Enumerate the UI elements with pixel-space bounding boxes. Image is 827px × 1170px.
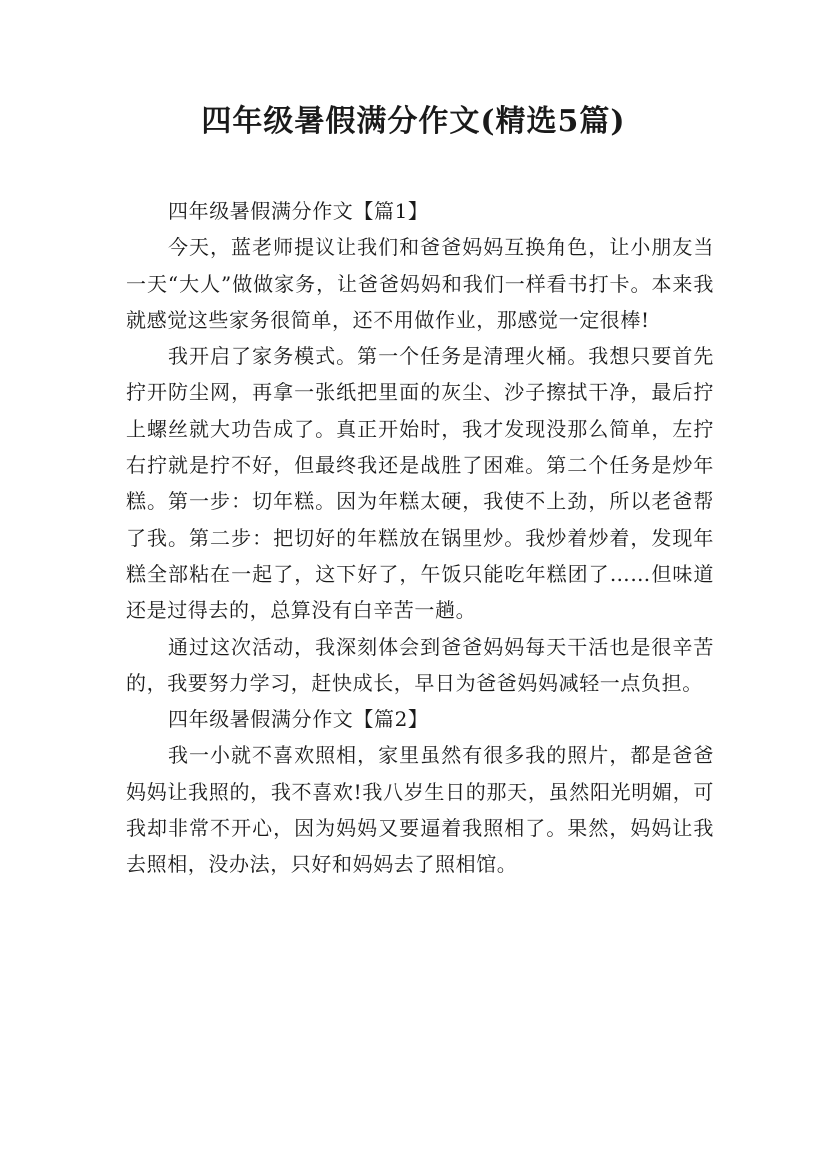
document-title: 四年级暑假满分作文(精选5篇) xyxy=(201,104,626,139)
section-heading-2: 四年级暑假满分作文【篇2】 xyxy=(168,707,429,732)
paragraph: 通过这次活动，我深刻体会到爸爸妈妈每天干活也是很辛苦的，我要努力学习，赶快成长，早日为爸爸妈妈减轻一点负担。 xyxy=(126,634,714,695)
section-heading-1: 四年级暑假满分作文【篇1】 xyxy=(168,199,429,223)
paragraph: 我一小就不喜欢照相，家里虽然有很多我的照片，都是爸爸妈妈让我照的，我不喜欢!我八岁生日的那天，虽然阳光明媚，可我却非常不开心，因为妈妈又要逼着我照相了。果然，妈妈让我去照相，没办法，只好和妈妈去了照相馆。 xyxy=(126,743,714,877)
document-body xyxy=(126,193,714,883)
paragraph: 今天，蓝老师提议让我们和爸爸妈妈互换角色，让小朋友当一天“大人”做做家务，让爸爸妈妈和我们一样看书打卡。本来我就感觉这些家务很简单，还不用做作业，那感觉一定很棒! xyxy=(126,235,714,332)
paragraph: 我开启了家务模式。第一个任务是清理火桶。我想只要首先拧开防尘网，再拿一张纸把里面的灰尘、沙子擦拭干净，最后拧上螺丝就大功告成了。真正开始时，我才发现没那么简单，左拧右拧就是拧不好，但最终我还是战胜了困难。第二个任务是炒年糕。第一步：切年糕。因为年糕太硬，我使不上劲，所以老爸帮了我。第二步：把切好的年糕放在锅里炒。我炒着炒着，发现年糕全部粘在一起了，这下好了，午饭只能吃年糕团了……但味道还是过得去的，总算没有白辛苦一趟。 xyxy=(126,344,714,623)
